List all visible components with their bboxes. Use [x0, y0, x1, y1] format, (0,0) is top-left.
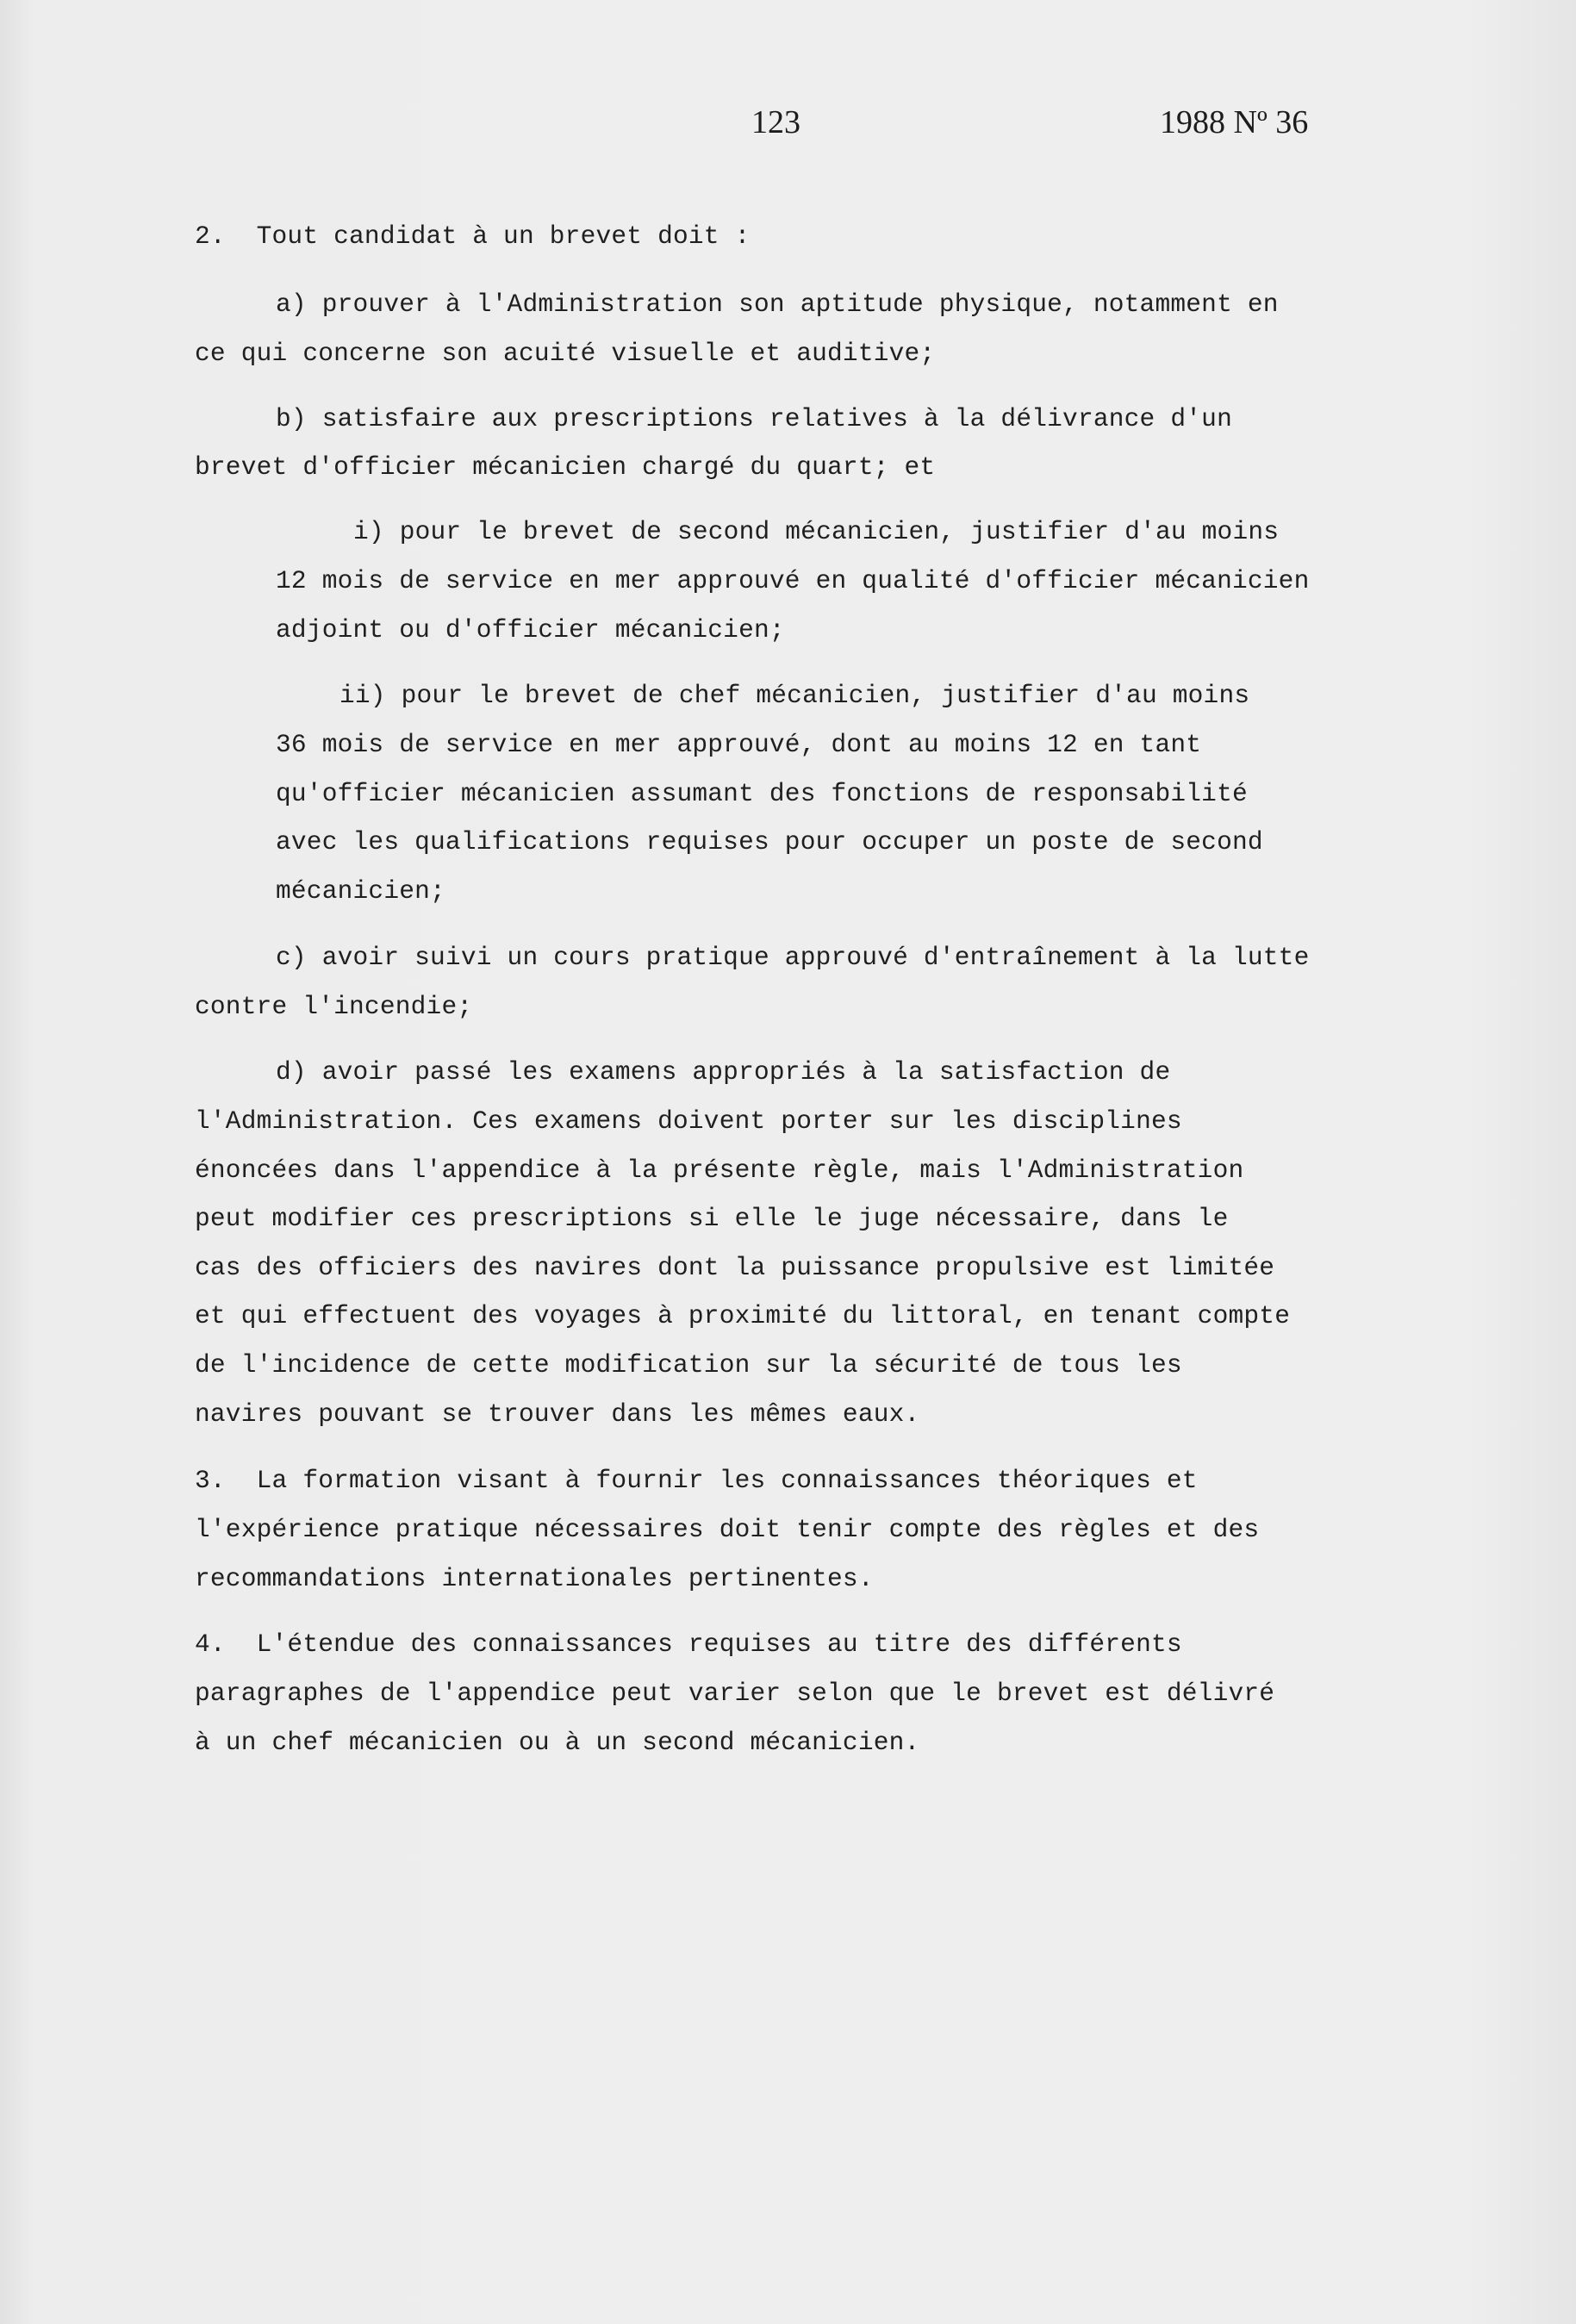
item-b-ii-line-3: qu'officier mécanicien assumant des fonctions de responsabilité	[276, 779, 1248, 808]
item-b-i-line-3: adjoint ou d'officier mécanicien;	[276, 615, 785, 645]
item-d-line-4: peut modifier ces prescriptions si elle le juge nécessaire, dans le	[195, 1204, 1229, 1233]
paragraph-4-line-2: paragraphes de l'appendice peut varier selon que le brevet est délivré	[195, 1679, 1275, 1708]
paragraph-4-line-1: 4. L'étendue des connaissances requises au titre des différents	[195, 1629, 1182, 1659]
paragraph-3-line-3: recommandations internationales pertinentes.	[195, 1564, 874, 1593]
item-b-line-2: brevet d'officier mécanicien chargé du quart; et	[195, 452, 936, 482]
item-d-line-6: et qui effectuent des voyages à proximité du littoral, en tenant compte	[195, 1301, 1291, 1330]
item-d-line-3: énoncées dans l'appendice à la présente règle, mais l'Administration	[195, 1156, 1244, 1185]
item-d-line-2: l'Administration. Ces examens doivent porter sur les disciplines	[195, 1106, 1182, 1136]
item-b-ii-line-1: ii) pour le brevet de chef mécanicien, justifier d'au moins	[339, 681, 1250, 710]
item-b-ii-line-2: 36 mois de service en mer approuvé, dont au moins 12 en tant	[276, 730, 1202, 759]
item-b-ii-line-4: avec les qualifications requises pour occuper un poste de second	[276, 827, 1263, 857]
paragraph-3-line-2: l'expérience pratique nécessaires doit tenir compte des règles et des	[195, 1515, 1260, 1544]
item-a-line-2: ce qui concerne son acuité visuelle et auditive;	[195, 339, 936, 368]
item-b-line-1: b) satisfaire aux prescriptions relatives à la délivrance d'un	[276, 404, 1232, 433]
item-c-line-2: contre l'incendie;	[195, 992, 473, 1021]
item-d-line-7: de l'incidence de cette modification sur la sécurité de tous les	[195, 1350, 1182, 1380]
item-a-line-1: a) prouver à l'Administration son aptitude physique, notamment en	[276, 290, 1279, 319]
item-d-line-8: navires pouvant se trouver dans les mêmes eaux.	[195, 1399, 920, 1429]
item-b-i-line-2: 12 mois de service en mer approuvé en qualité d'officier mécanicien	[276, 566, 1310, 595]
item-b-ii-line-5: mécanicien;	[276, 876, 445, 906]
paragraph-4-line-3: à un chef mécanicien ou à un second mécanicien.	[195, 1728, 920, 1757]
item-d-line-5: cas des officiers des navires dont la puissance propulsive est limitée	[195, 1253, 1275, 1282]
paragraph-3-line-1: 3. La formation visant à fournir les connaissances théoriques et	[195, 1466, 1198, 1495]
issue-number: 1988 Nº 36	[1160, 104, 1309, 140]
page-number: 123	[751, 104, 800, 140]
item-c-line-1: c) avoir suivi un cours pratique approuvé d'entraînement à la lutte	[276, 943, 1310, 972]
item-b-i-line-1: i) pour le brevet de second mécanicien, justifier d'au moins	[353, 517, 1280, 546]
item-d-line-1: d) avoir passé les examens appropriés à la satisfaction de	[276, 1057, 1171, 1087]
paragraph-2-intro: 2. Tout candidat à un brevet doit :	[195, 221, 751, 251]
